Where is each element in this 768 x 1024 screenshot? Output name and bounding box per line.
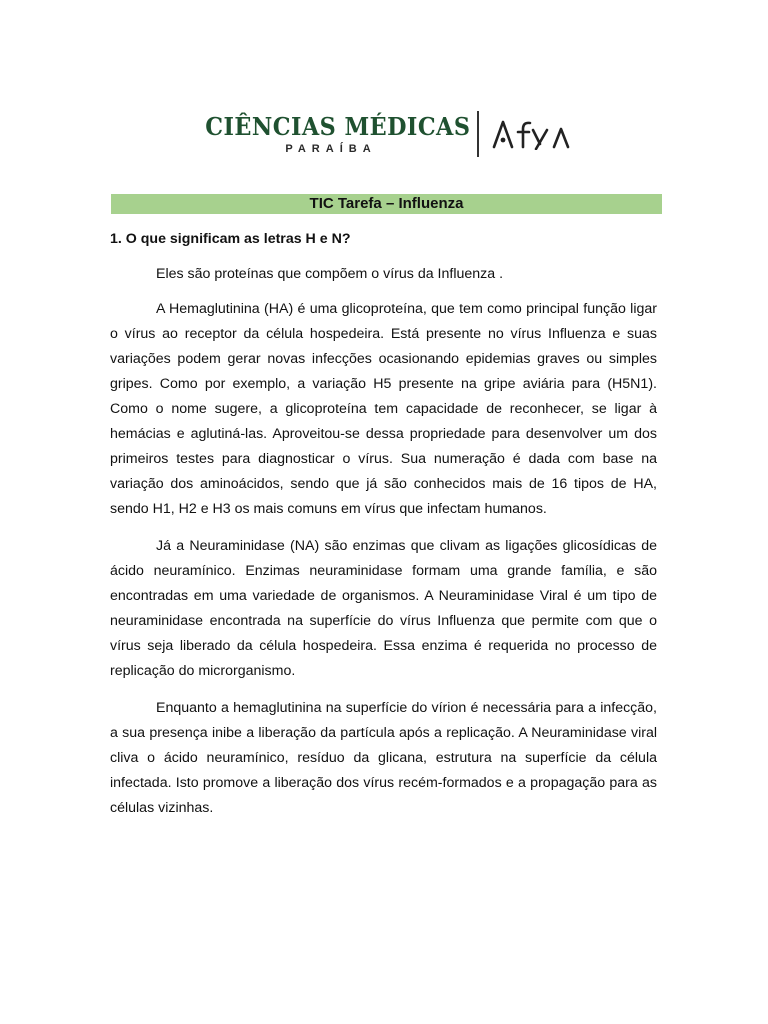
brand-subtitle: PARAÍBA [285,143,377,155]
paragraph-release: Enquanto a hemaglutinina na superfície do vírion é necessária para a infecção, a sua presença inibe a liberação da partícula após a replicação. A Neuraminidase viral cliva o ácido neuramínico, resíduo da glicana, estrutura na superfície da célula infectada. Isto promove a liberação dos vírus recém-formados e a propagação para as células vizinhas. [110,700,657,816]
brand-name: CIÊNCIAS MÉDICAS [205,112,471,141]
question-heading: 1. O que significam as letras H e N? [110,231,351,247]
document-body [110,227,657,833]
document-title: TIC Tarefa – Influenza [111,194,662,214]
ciencias-medicas-logo [196,112,471,156]
afya-logo [492,118,572,150]
logo-divider [477,111,479,157]
document-header [0,108,768,160]
paragraph-neuraminidase: Já a Neuraminidase (NA) são enzimas que clivam as ligações glicosídicas de ácido neuramínico. Enzimas neuraminidase formam uma grande família, e são encontradas em uma variedade de organismos. A Neuraminidase Viral é um tipo de neuraminidase encontrada na superfície do vírus Influenza que permite com que o vírus seja liberado da célula hospedeira. Essa enzima é requerida no processo de replicação do microrganismo. [110,538,657,679]
paragraph-intro: Eles são proteínas que compõem o vírus da Influenza . [156,266,504,282]
paragraph-hemagglutinin: A Hemaglutinina (HA) é uma glicoproteína, que tem como principal função ligar o vírus ao receptor da célula hospedeira. Está presente no vírus Influenza e suas variações podem gerar novas infecções ocasionando epidemias graves ou simples gripes. Como por exemplo, a variação H5 presente na gripe aviária para (H5N1). Como o nome sugere, a glicoproteína tem capacidade de reconhecer, se ligar à hemácias e aglutiná-las. Aproveitou-se dessa propriedade para desenvolver um dos primeiros testes para diagnosticar o vírus. Sua numeração é dada com base na variação dos aminoácidos, sendo que já são conhecidos mais de 16 tipos de HA, sendo H1, H2 e H3 os mais comuns em vírus que infectam humanos. [110,301,657,517]
